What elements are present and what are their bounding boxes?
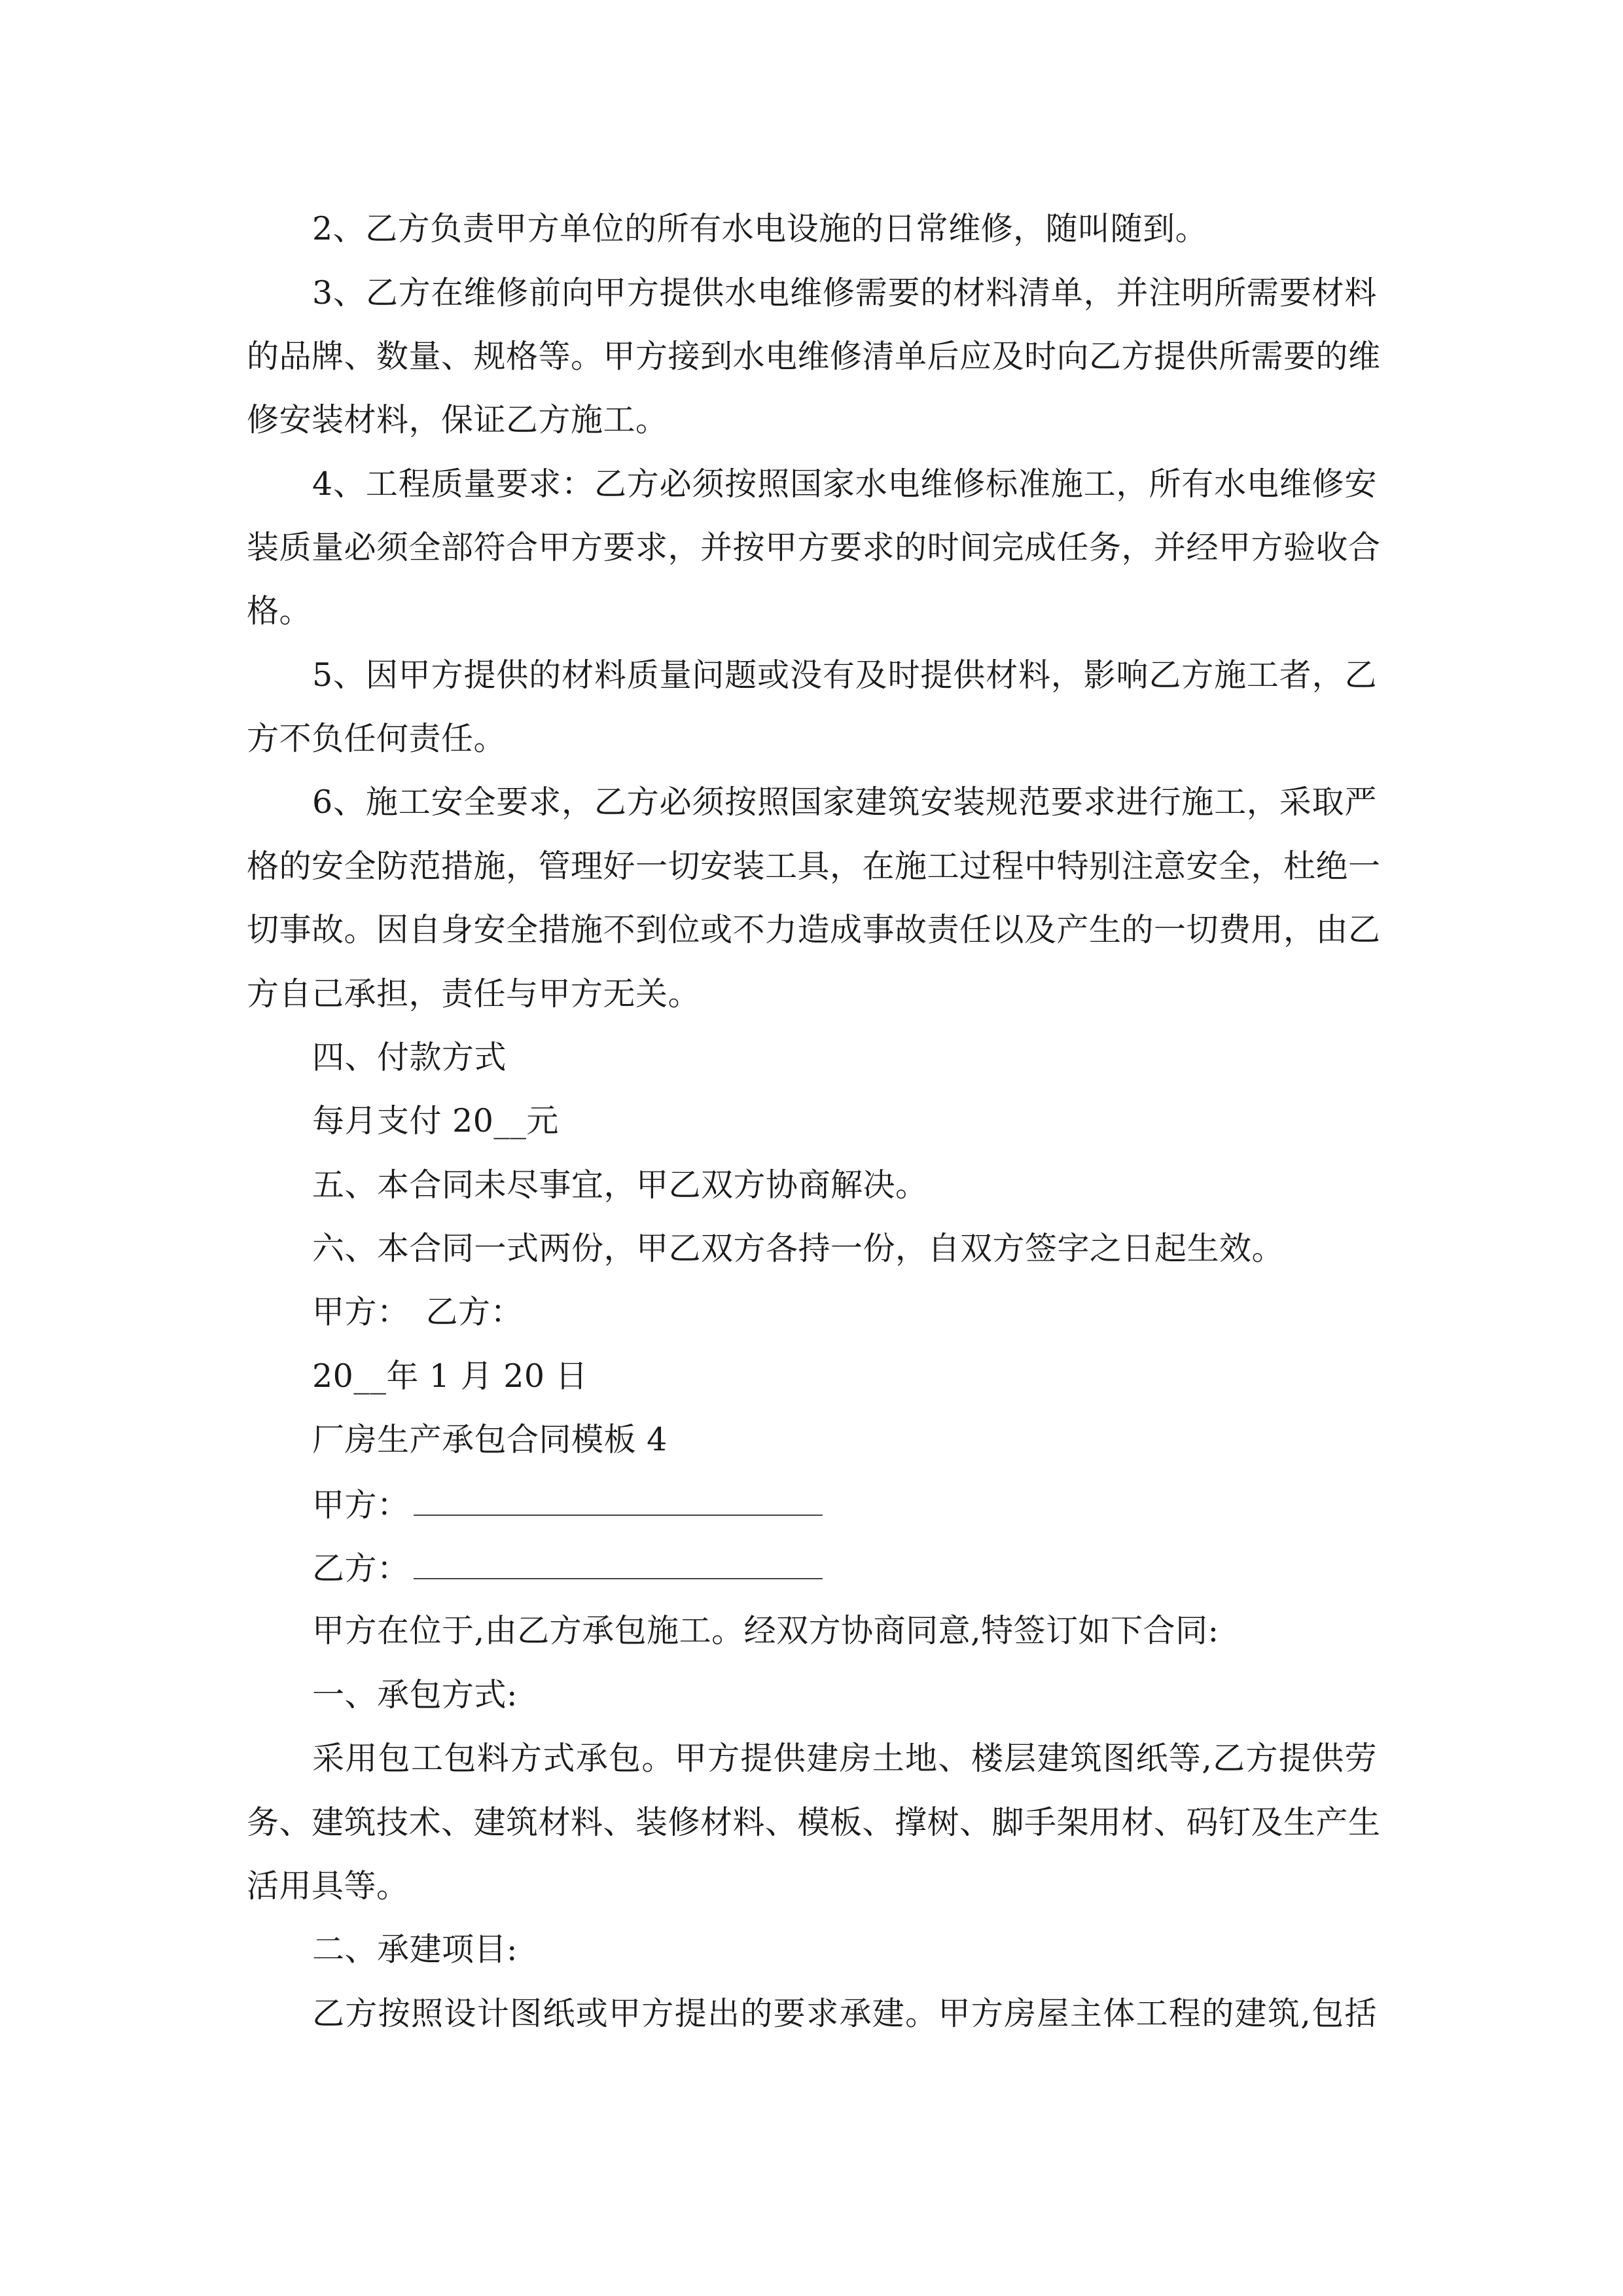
section-2-line-1: 乙方按照设计图纸或甲方提出的要求承建。甲方房屋主体工程的建筑,包括 <box>312 1995 1377 2032</box>
section-1-line-1: 采用包工包料方式承包。甲方提供建房土地、楼层建筑图纸等,乙方提供劳 <box>312 1740 1377 1777</box>
clause-4-line-3: 格。 <box>247 592 312 630</box>
section-2-heading: 二、承建项目: <box>312 1931 518 1968</box>
party-a-blank-line <box>414 1484 823 1516</box>
clause-3-line-3: 修安装材料，保证乙方施工。 <box>247 401 668 439</box>
party-a-label: 甲方： <box>312 1486 410 1524</box>
clause-6-line-4: 方自己承担，责任与甲方无关。 <box>247 975 701 1013</box>
template-title: 厂房生产承包合同模板 4 <box>312 1421 668 1458</box>
clause-2: 2、乙方负责甲方单位的所有水电设施的日常维修，随叫随到。 <box>312 210 1208 247</box>
party-b-blank-line <box>414 1548 823 1579</box>
section-4-heading: 四、付款方式 <box>312 1039 507 1076</box>
clause-3-line-1: 3、乙方在维修前向甲方提供水电维修需要的材料清单，并注明所需要材料 <box>312 274 1377 312</box>
section-1-heading: 一、承包方式: <box>312 1676 518 1713</box>
clause-4-line-1: 4、工程质量要求：乙方必须按照国家水电维修标准施工，所有水电维修安 <box>312 465 1377 503</box>
clause-5-line-1: 5、因甲方提供的材料质量问题或没有及时提供材料，影响乙方施工者，乙 <box>312 656 1377 694</box>
contract-intro: 甲方在位于,由乙方承包施工。经双方协商同意,特签订如下合同: <box>312 1612 1219 1649</box>
clause-5-line-2: 方不负任何责任。 <box>247 720 507 757</box>
clause-6-line-3: 切事故。因自身安全措施不到位或不力造成事故责任以及产生的一切费用，由乙 <box>247 911 1381 948</box>
section-5: 五、本合同未尽事宜，甲乙双方协商解决。 <box>312 1166 928 1204</box>
signature-parties: 甲方： 乙方： <box>312 1293 524 1331</box>
section-6: 六、本合同一式两份，甲乙双方各持一份，自双方签字之日起生效。 <box>312 1230 1285 1267</box>
clause-6-line-2: 格的安全防范措施，管理好一切安装工具，在施工过程中特别注意安全，杜绝一 <box>247 848 1381 885</box>
party-a-row <box>312 1484 823 1525</box>
signature-date: 20__年 1 月 20 日 <box>312 1357 588 1395</box>
monthly-payment: 每月支付 20__元 <box>312 1102 559 1139</box>
party-b-row <box>312 1548 823 1588</box>
party-b-label: 乙方： <box>312 1550 410 1587</box>
section-1-line-2: 务、建筑技术、建筑材料、装修材料、模板、撑树、脚手架用材、码钉及生产生 <box>247 1804 1381 1841</box>
clause-6-line-1: 6、施工安全要求，乙方必须按照国家建筑安装规范要求进行施工，采取严 <box>312 783 1377 821</box>
clause-4-line-2: 装质量必须全部符合甲方要求，并按甲方要求的时间完成任务，并经甲方验收合 <box>247 529 1381 566</box>
section-1-line-3: 活用具等。 <box>247 1867 409 1905</box>
clause-3-line-2: 的品牌、数量、规格等。甲方接到水电维修清单后应及时向乙方提供所需要的维 <box>247 338 1381 375</box>
